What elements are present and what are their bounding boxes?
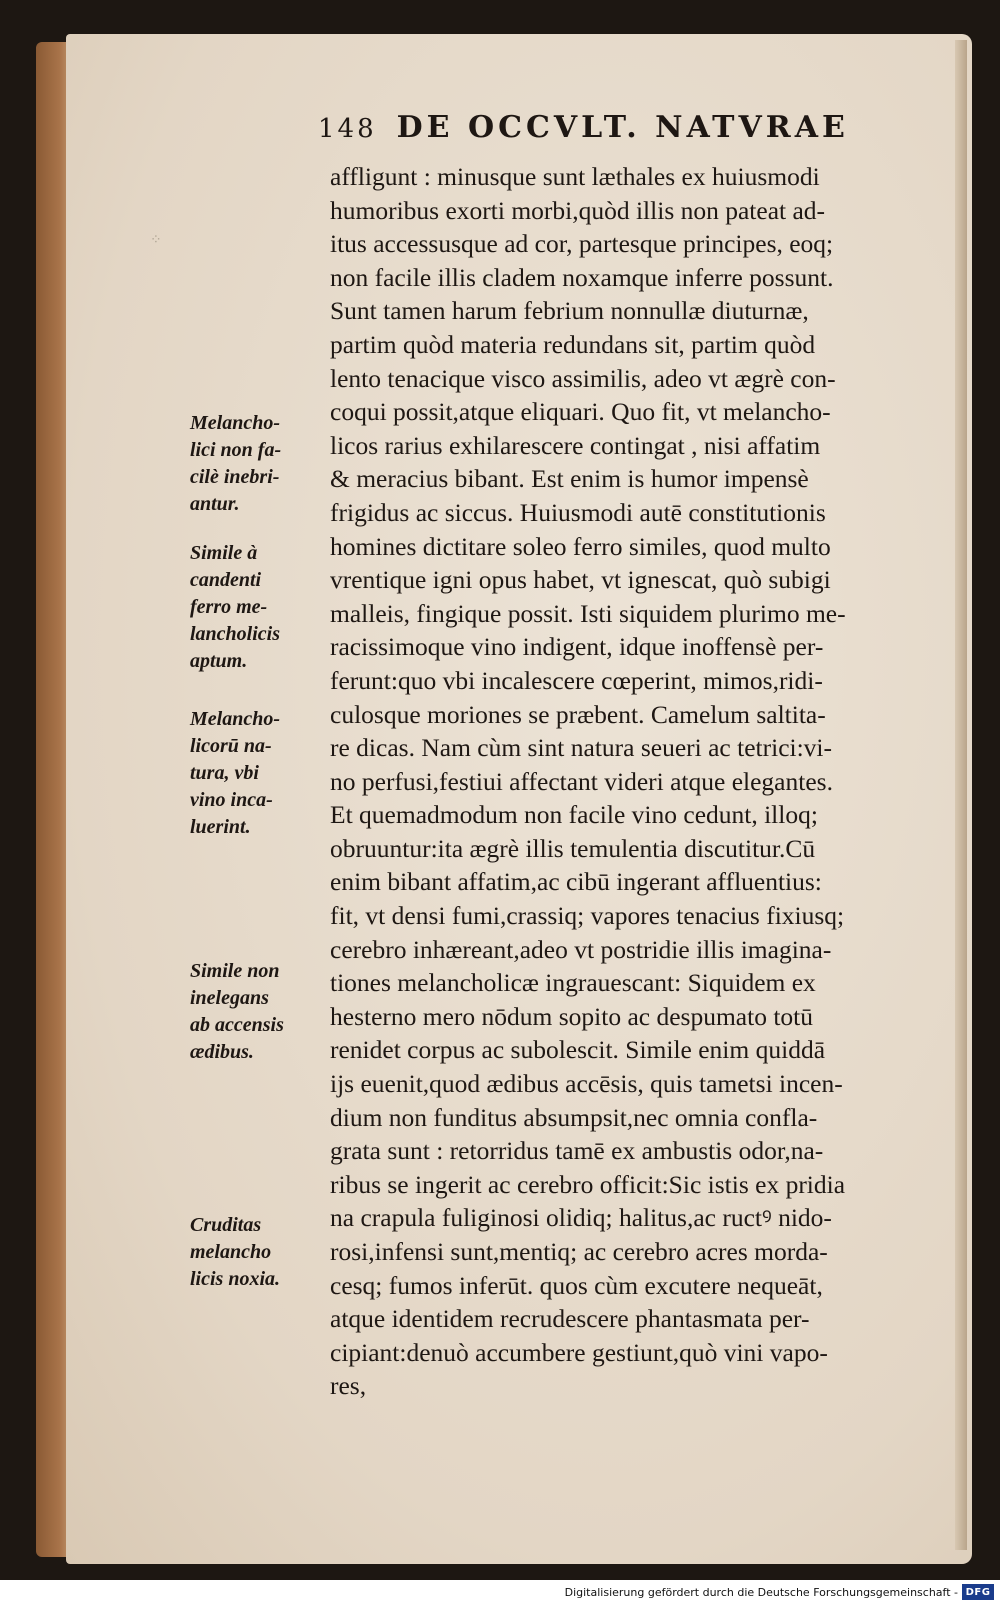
marginal-note-line: melancho — [190, 1241, 272, 1263]
text-line: cesq; fumos inferūt. quos cùm excutere nequeāt, — [330, 1270, 823, 1300]
text-line: malleis, fingique possit. Isti siquidem plurimo me- — [330, 598, 846, 628]
text-line: enim bibant affatim,ac cibū ingerant affluentius: — [330, 867, 822, 897]
text-line: dium non funditus absumpsit,nec omnia confla- — [330, 1102, 818, 1132]
text-line: non facile illis cladem noxamque inferre possunt. — [330, 262, 834, 292]
text-line: renidet corpus ac subolescit. Simile enim quiddā — [330, 1035, 826, 1065]
marginal-note-line: Simile non — [190, 960, 280, 982]
text-line: ijs euenit,quod ædibus accēsis, quis tametsi incen- — [330, 1069, 843, 1099]
marginal-note-line: antur. — [190, 493, 240, 515]
text-line: vrentique igni opus habet, vt ignescat, quò subigi — [330, 565, 831, 595]
text-line: Et quemadmodum non facile vino cedunt, illoq; — [330, 800, 818, 830]
text-line: racissimoque vino indigent, idque inoffensè per- — [330, 632, 824, 662]
marginal-note-line: Melancho- — [190, 708, 280, 730]
text-line: Sunt tamen harum febrium nonnullæ diuturnæ, — [330, 296, 809, 326]
marginal-note — [190, 1212, 330, 1293]
text-line: coqui possit,atque eliquari. Quo fit, vt melancho- — [330, 397, 831, 427]
marginal-note-line: Melancho- — [190, 412, 280, 434]
main-text-block — [330, 160, 940, 1403]
text-line: itus accessusque ad cor, partesque principes, eoq; — [330, 229, 834, 259]
text-line: partim quòd materia redundans sit, partim quòd — [330, 329, 816, 359]
marginal-note-line: Simile à — [190, 542, 258, 564]
text-line: grata sunt : retorridus tamē ex ambustis odor,na- — [330, 1136, 824, 1166]
page-number: 148 — [318, 114, 377, 144]
marginal-note-line: licorū na- — [190, 735, 272, 757]
marginal-note — [190, 706, 330, 841]
text-line: fit, vt densi fumi,crassiq; vapores tenacius fixiusq; — [330, 901, 845, 931]
marginal-note-line: Cruditas — [190, 1214, 262, 1236]
running-head — [318, 110, 878, 154]
text-line: lento tenacique visco assimilis, adeo vt ægrè con- — [330, 363, 836, 393]
text-line: ribus se ingerit ac cerebro officit:Sic istis ex pridia — [330, 1169, 846, 1199]
marginal-note-line: tura, vbi — [190, 762, 259, 784]
text-line: homines dictitare soleo ferro similes, quod multo — [330, 531, 831, 561]
marginal-note-line: cilè inebri- — [190, 466, 280, 488]
text-line: licos rarius exhilarescere contingat , nisi affatim — [330, 430, 821, 460]
marginal-note-line: ab accensis — [190, 1014, 284, 1036]
marginal-note — [190, 410, 330, 518]
marginal-note-line: licis noxia. — [190, 1268, 281, 1290]
marginal-note-line: luerint. — [190, 816, 251, 838]
text-line: humoribus exorti morbi,quòd illis non pateat ad- — [330, 195, 826, 225]
marginal-note-line: inelegans — [190, 987, 269, 1009]
page-stain: ⁘ — [150, 232, 162, 248]
text-line: res, — [330, 1371, 367, 1401]
marginal-note — [190, 958, 330, 1066]
marginal-note-line: lancholicis — [190, 623, 281, 645]
text-line: re dicas. Nam cùm sint natura seueri ac tetrici:vi- — [330, 733, 833, 763]
running-title: DE OCCVLT. NATVRAE — [396, 110, 849, 145]
dfg-logo-icon[interactable]: DFG — [962, 1584, 994, 1600]
text-line: tiones melancholicæ ingrauescant: Siquidem ex — [330, 968, 816, 998]
text-line: cerebro inhæreant,adeo vt postridie illis imagina- — [330, 934, 832, 964]
page-edge-shadow — [955, 40, 967, 1550]
marginal-note-line: vino inca- — [190, 789, 273, 811]
marginal-note — [190, 540, 330, 675]
text-line: na crapula fuliginosi olidiq; halitus,ac ructꝰ nido- — [330, 1203, 832, 1233]
text-line: rosi,infensi sunt,mentiq; ac cerebro acres morda- — [330, 1237, 828, 1266]
marginal-note-line: ædibus. — [190, 1041, 254, 1063]
text-line: hesterno mero nōdum sopito ac despumato totū — [330, 1001, 813, 1031]
text-line: affligunt : minusque sunt læthales ex huiusmodi — [330, 162, 820, 191]
text-line: obruuntur:ita ægrè illis temulentia discutitur.Cū — [330, 833, 816, 863]
text-line: no perfusi,festiui affectant videri atque elegantes. — [330, 766, 833, 796]
text-line: ferunt:quo vbi incalescere cœperint, mimos,ridi- — [330, 665, 823, 695]
marginal-note-line: aptum. — [190, 650, 248, 672]
text-line: atque identidem recrudescere phantasmata per- — [330, 1304, 810, 1334]
text-line: cipiant:denuò accumbere gestiunt,quò vini vapo- — [330, 1337, 828, 1367]
text-line: frigidus ac siccus. Huiusmodi autē constitutionis — [330, 497, 826, 527]
marginal-note-line: candenti — [190, 569, 262, 591]
marginal-note-line: ferro me- — [190, 596, 268, 618]
text-line: & meracius bibant. Est enim is humor impensè — [330, 464, 809, 494]
marginal-note-line: lici non fa- — [190, 439, 282, 461]
digitization-credit: Digitalisierung gefördert durch die Deutsche Forschungsgemeinschaft - — [564, 1586, 958, 1599]
text-line: culosque moriones se præbent. Camelum saltita- — [330, 699, 826, 729]
